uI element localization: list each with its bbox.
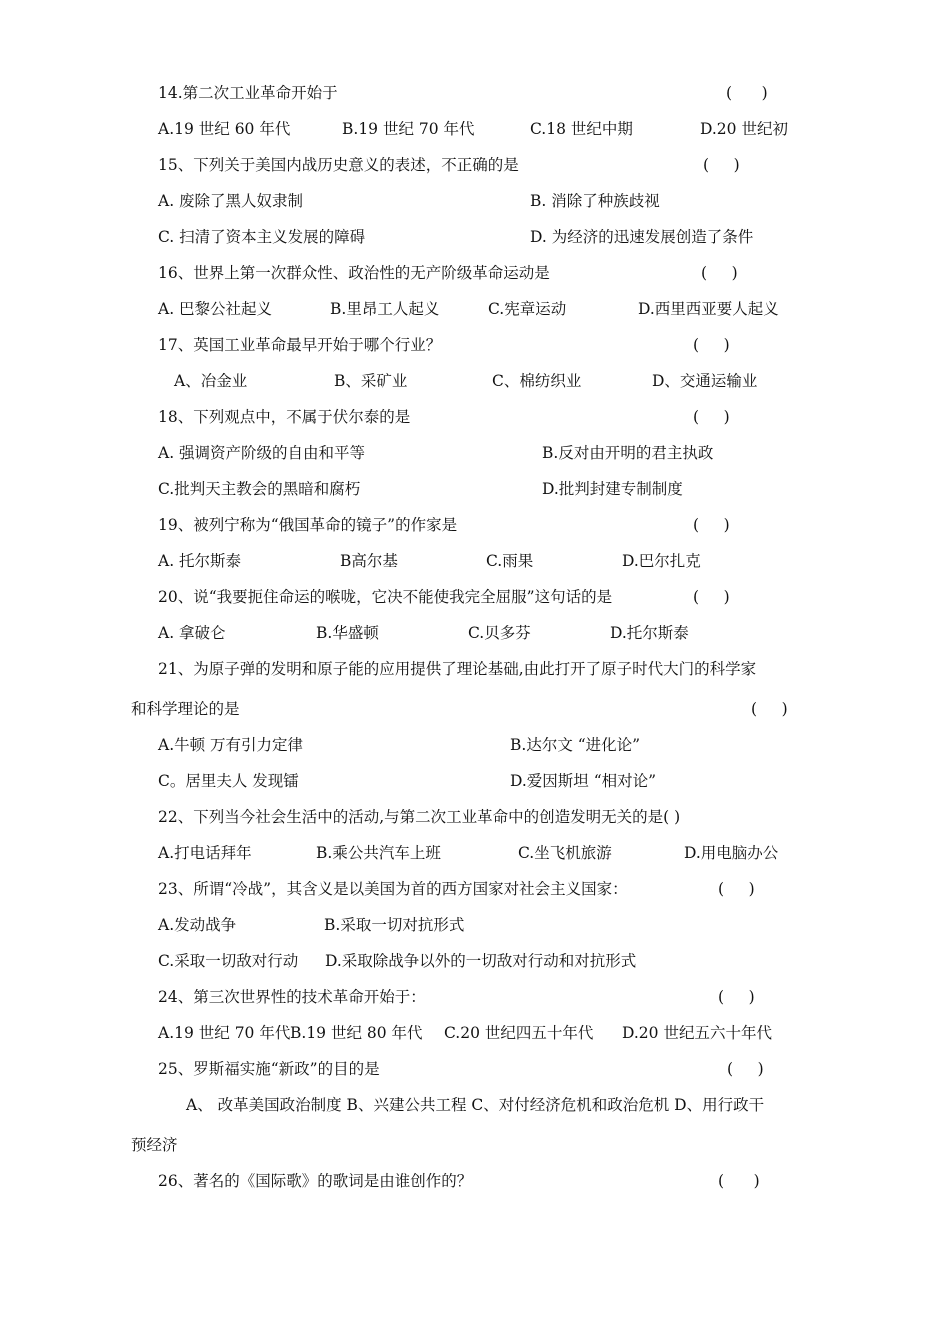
question-24-answer-bracket[interactable]: ( ) (718, 988, 755, 1006)
question-16-answer-bracket[interactable]: ( ) (701, 264, 738, 282)
question-20-option-a: A. 拿破仑 (158, 624, 226, 642)
question-21-option-d: D.爱因斯坦 “相对论” (510, 772, 657, 790)
question-17-option-a: A、冶金业 (174, 372, 248, 390)
question-15-answer-bracket[interactable]: ( ) (703, 156, 740, 174)
question-26-stem: 26、著名的《国际歌》的歌词是由谁创作的？ (158, 1172, 473, 1190)
question-21-stem-continuation: 和科学理论的是 (131, 700, 240, 718)
question-14-option-b: B.19 世纪 70 年代 (342, 120, 475, 138)
question-15-option-d: D. 为经济的迅速发展创造了条件 (530, 228, 754, 246)
question-22-option-a: A.打电话拜年 (158, 844, 252, 862)
question-25-stem: 25、罗斯福实施“新政”的目的是 (158, 1060, 380, 1078)
question-17-option-d: D、交通运输业 (652, 372, 758, 390)
question-18-option-c: C.批判天主教会的黑暗和腐朽 (158, 480, 361, 498)
question-19-answer-bracket[interactable]: ( ) (693, 516, 730, 534)
question-26-answer-bracket[interactable]: ( ) (718, 1172, 760, 1190)
question-21-answer-bracket[interactable]: ( ) (751, 700, 788, 718)
question-21-stem: 21、为原子弹的发明和原子能的应用提供了理论基础,由此打开了原子时代大门的科学家 (158, 660, 757, 678)
question-25-options-continuation: 预经济 (131, 1136, 178, 1154)
question-23-option-d: D.采取除战争以外的一切敌对行动和对抗形式 (325, 952, 637, 970)
question-22-stem: 22、下列当今社会生活中的活动,与第二次工业革命中的创造发明无关的是( ) (158, 808, 681, 826)
question-19-option-b: B高尔基 (340, 552, 398, 570)
question-21-option-b: B.达尔文 “进化论” (510, 736, 641, 754)
question-18-option-d: D.批判封建专制制度 (542, 480, 683, 498)
question-19-stem: 19、被列宁称为“俄国革命的镜子”的作家是 (158, 516, 458, 534)
question-14-option-c: C.18 世纪中期 (530, 120, 633, 138)
question-14-answer-bracket[interactable]: ( ) (726, 84, 768, 102)
question-20-option-b: B.华盛顿 (316, 624, 379, 642)
question-15-option-a: A. 废除了黑人奴隶制 (158, 192, 304, 210)
question-20-stem: 20、说“我要扼住命运的喉咙，它决不能使我完全屈服”这句话的是 (158, 588, 613, 606)
question-19-option-a: A. 托尔斯泰 (158, 552, 242, 570)
question-17-option-b: B、采矿业 (334, 372, 408, 390)
question-25-answer-bracket[interactable]: ( ) (727, 1060, 764, 1078)
question-22-option-b: B.乘公共汽车上班 (316, 844, 441, 862)
question-23-stem: 23、所谓“冷战”，其含义是以美国为首的西方国家对社会主义国家： (158, 880, 628, 898)
question-22-option-c: C.坐飞机旅游 (518, 844, 612, 862)
question-16-stem: 16、世界上第一次群众性、政治性的无产阶级革命运动是 (158, 264, 550, 282)
question-24-option-c: C.20 世纪四五十年代 (444, 1024, 594, 1042)
question-20-option-d: D.托尔斯泰 (610, 624, 689, 642)
question-15-option-b: B. 消除了种族歧视 (530, 192, 660, 210)
question-19-option-d: D.巴尔扎克 (622, 552, 701, 570)
question-18-answer-bracket[interactable]: ( ) (693, 408, 730, 426)
question-15-stem: 15、下列关于美国内战历史意义的表述，不正确的是 (158, 156, 519, 174)
question-21-option-c: C。居里夫人 发现镭 (158, 772, 299, 790)
question-18-stem: 18、下列观点中，不属于伏尔泰的是 (158, 408, 411, 426)
question-18-option-b: B.反对由开明的君主执政 (542, 444, 714, 462)
question-24-option-d: D.20 世纪五六十年代 (622, 1024, 772, 1042)
question-16-option-a: A. 巴黎公社起义 (158, 300, 273, 318)
question-24-option-b: B.19 世纪 80 年代 (290, 1024, 423, 1042)
question-20-option-c: C.贝多芬 (468, 624, 531, 642)
question-17-stem: 17、英国工业革命最早开始于哪个行业？ (158, 336, 442, 354)
question-14-option-d: D.20 世纪初 (700, 120, 788, 138)
question-14-stem: 14.第二次工业革命开始于 (158, 84, 338, 102)
question-21-option-a: A.牛顿 万有引力定律 (158, 736, 304, 754)
question-14-option-a: A.19 世纪 60 年代 (158, 120, 291, 138)
question-20-answer-bracket[interactable]: ( ) (693, 588, 730, 606)
question-17-option-c: C、棉纺织业 (492, 372, 582, 390)
question-23-option-b: B.采取一切对抗形式 (324, 916, 465, 934)
question-25-options-line: A、 改革美国政治制度 B、兴建公共工程 C、对付经济危机和政治危机 D、用行政干 (186, 1096, 765, 1114)
question-16-option-c: C.宪章运动 (488, 300, 567, 318)
question-22-option-d: D.用电脑办公 (684, 844, 779, 862)
question-16-option-d: D.西里西亚要人起义 (638, 300, 779, 318)
question-23-answer-bracket[interactable]: ( ) (718, 880, 755, 898)
question-24-stem: 24、第三次世界性的技术革命开始于： (158, 988, 426, 1006)
question-16-option-b: B.里昂工人起义 (330, 300, 440, 318)
question-15-option-c: C. 扫清了资本主义发展的障碍 (158, 228, 366, 246)
question-23-option-a: A.发动战争 (158, 916, 237, 934)
question-23-option-c: C.采取一切敌对行动 (158, 952, 299, 970)
question-24-option-a: A.19 世纪 70 年代 (158, 1024, 291, 1042)
question-17-answer-bracket[interactable]: ( ) (693, 336, 730, 354)
question-18-option-a: A. 强调资产阶级的自由和平等 (158, 444, 366, 462)
question-19-option-c: C.雨果 (486, 552, 534, 570)
